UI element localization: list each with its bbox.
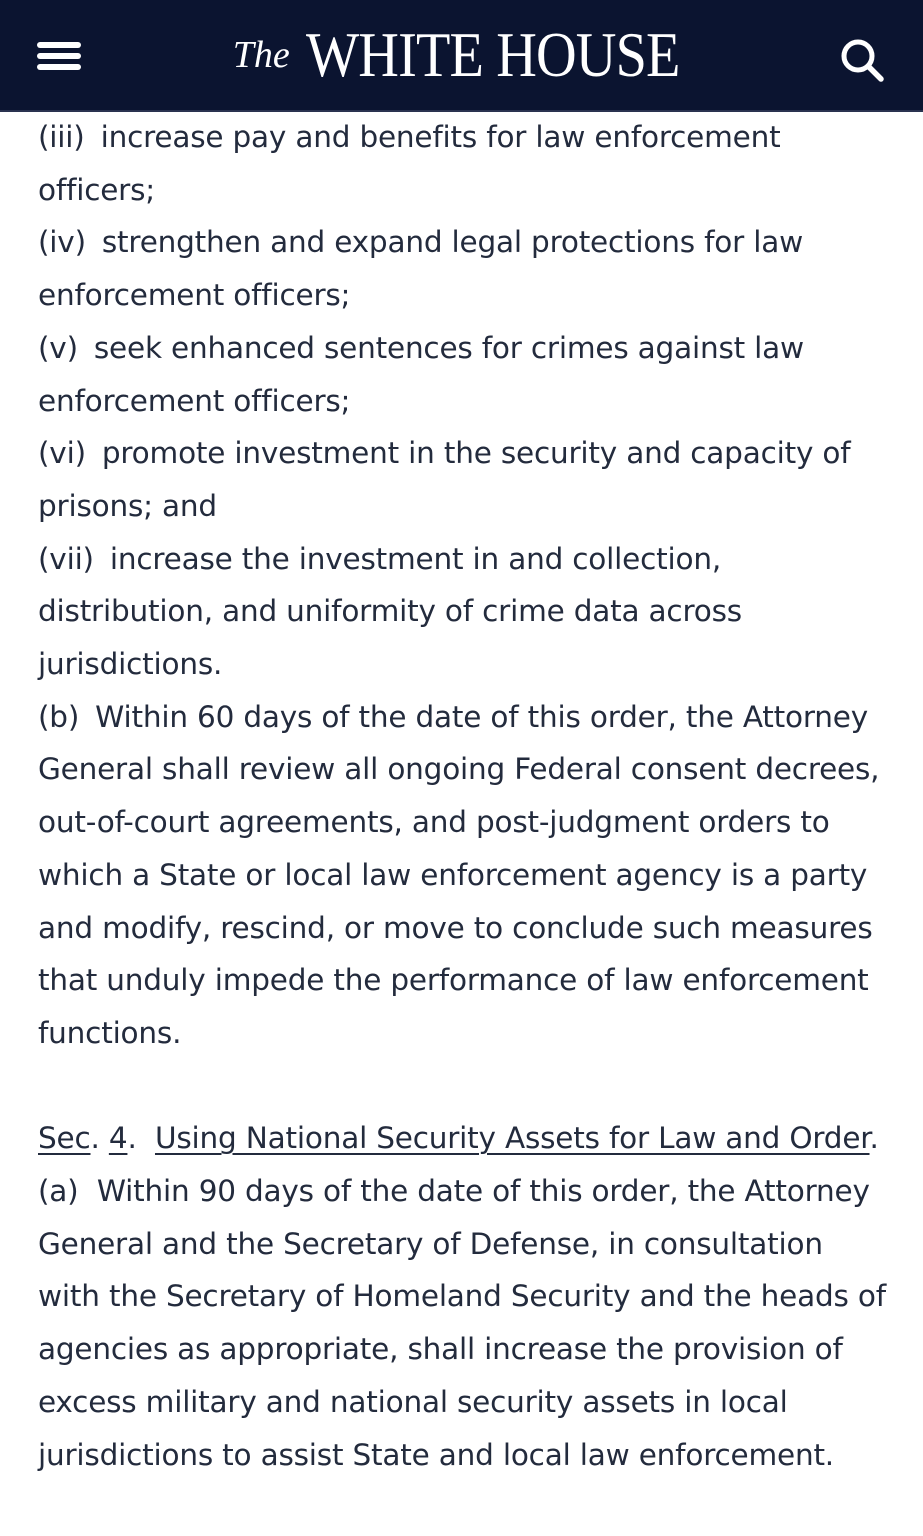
paragraph-number: (b): [38, 699, 80, 734]
site-header: [0, 0, 923, 112]
list-item-v: [38, 322, 888, 427]
item-number: (iii): [38, 120, 85, 154]
section-title-link[interactable]: Using National Security Assets for Law and Order: [154, 1121, 870, 1156]
logo-the: The: [232, 34, 290, 76]
list-item-iv: [38, 216, 888, 321]
item-text: seek enhanced sentences for crimes against law enforcement officers;: [38, 330, 804, 418]
item-number: (v): [38, 330, 78, 365]
list-item-vi: [38, 427, 888, 532]
section-spacer: [38, 1060, 888, 1113]
item-text: strengthen and expand legal protections for law enforcement officers;: [38, 225, 804, 313]
list-item-vii: [38, 533, 888, 691]
item-number: (vii): [38, 541, 94, 576]
paragraph-text: Within 90 days of the date of this order, the Attorney General and the Secretary of Defense, in consultation with the Secretary of Homeland Security and the heads of agencies as appropriate, shall increase the provision of excess military and national security assets in local jurisdictions to assist State and local law enforcement.: [38, 1174, 886, 1472]
item-number: (vi): [38, 436, 86, 471]
logo-name: WHITE HOUSE: [305, 19, 680, 90]
item-text: increase the investment in and collection, distribution, and uniformity of crime data across jurisdictions.: [38, 541, 742, 682]
item-text: increase pay and benefits for law enforcement officers;: [38, 120, 781, 207]
section-number-link[interactable]: 4: [108, 1121, 128, 1156]
search-icon-svg: [836, 34, 888, 86]
list-item-iii: [38, 111, 888, 216]
site-logo[interactable]: [0, 18, 923, 92]
paragraph-b: [38, 691, 888, 1060]
paragraph-text: Within 60 days of the date of this order, the Attorney General shall review all ongoing Federal consent decrees, out-of-court agreements, and post-judgment orders to which a State or local law enforcement agency is a party and modify, rescind, or move to conclude such measures that unduly impede the performance of law enforcement functions.: [38, 699, 880, 1050]
item-number: (iv): [38, 225, 86, 260]
section-label-link[interactable]: Sec: [38, 1121, 91, 1156]
search-icon[interactable]: [836, 34, 888, 86]
section-4: Sec. 4. Using National Security Assets for Law and Order. (a) Within 90 days of the date of this order, the Attorney General and the Secretary of Defense, in consultation with the Secretary of Homeland Security and the heads of agencies as appropriate, shall increase the provision of excess military and national security assets in local jurisdictions to assist State and local law enforcement.: [38, 1121, 888, 1472]
article-body: [38, 111, 888, 1481]
paragraph-number: (a): [38, 1174, 79, 1209]
item-text: promote investment in the security and capacity of prisons; and: [38, 436, 851, 523]
